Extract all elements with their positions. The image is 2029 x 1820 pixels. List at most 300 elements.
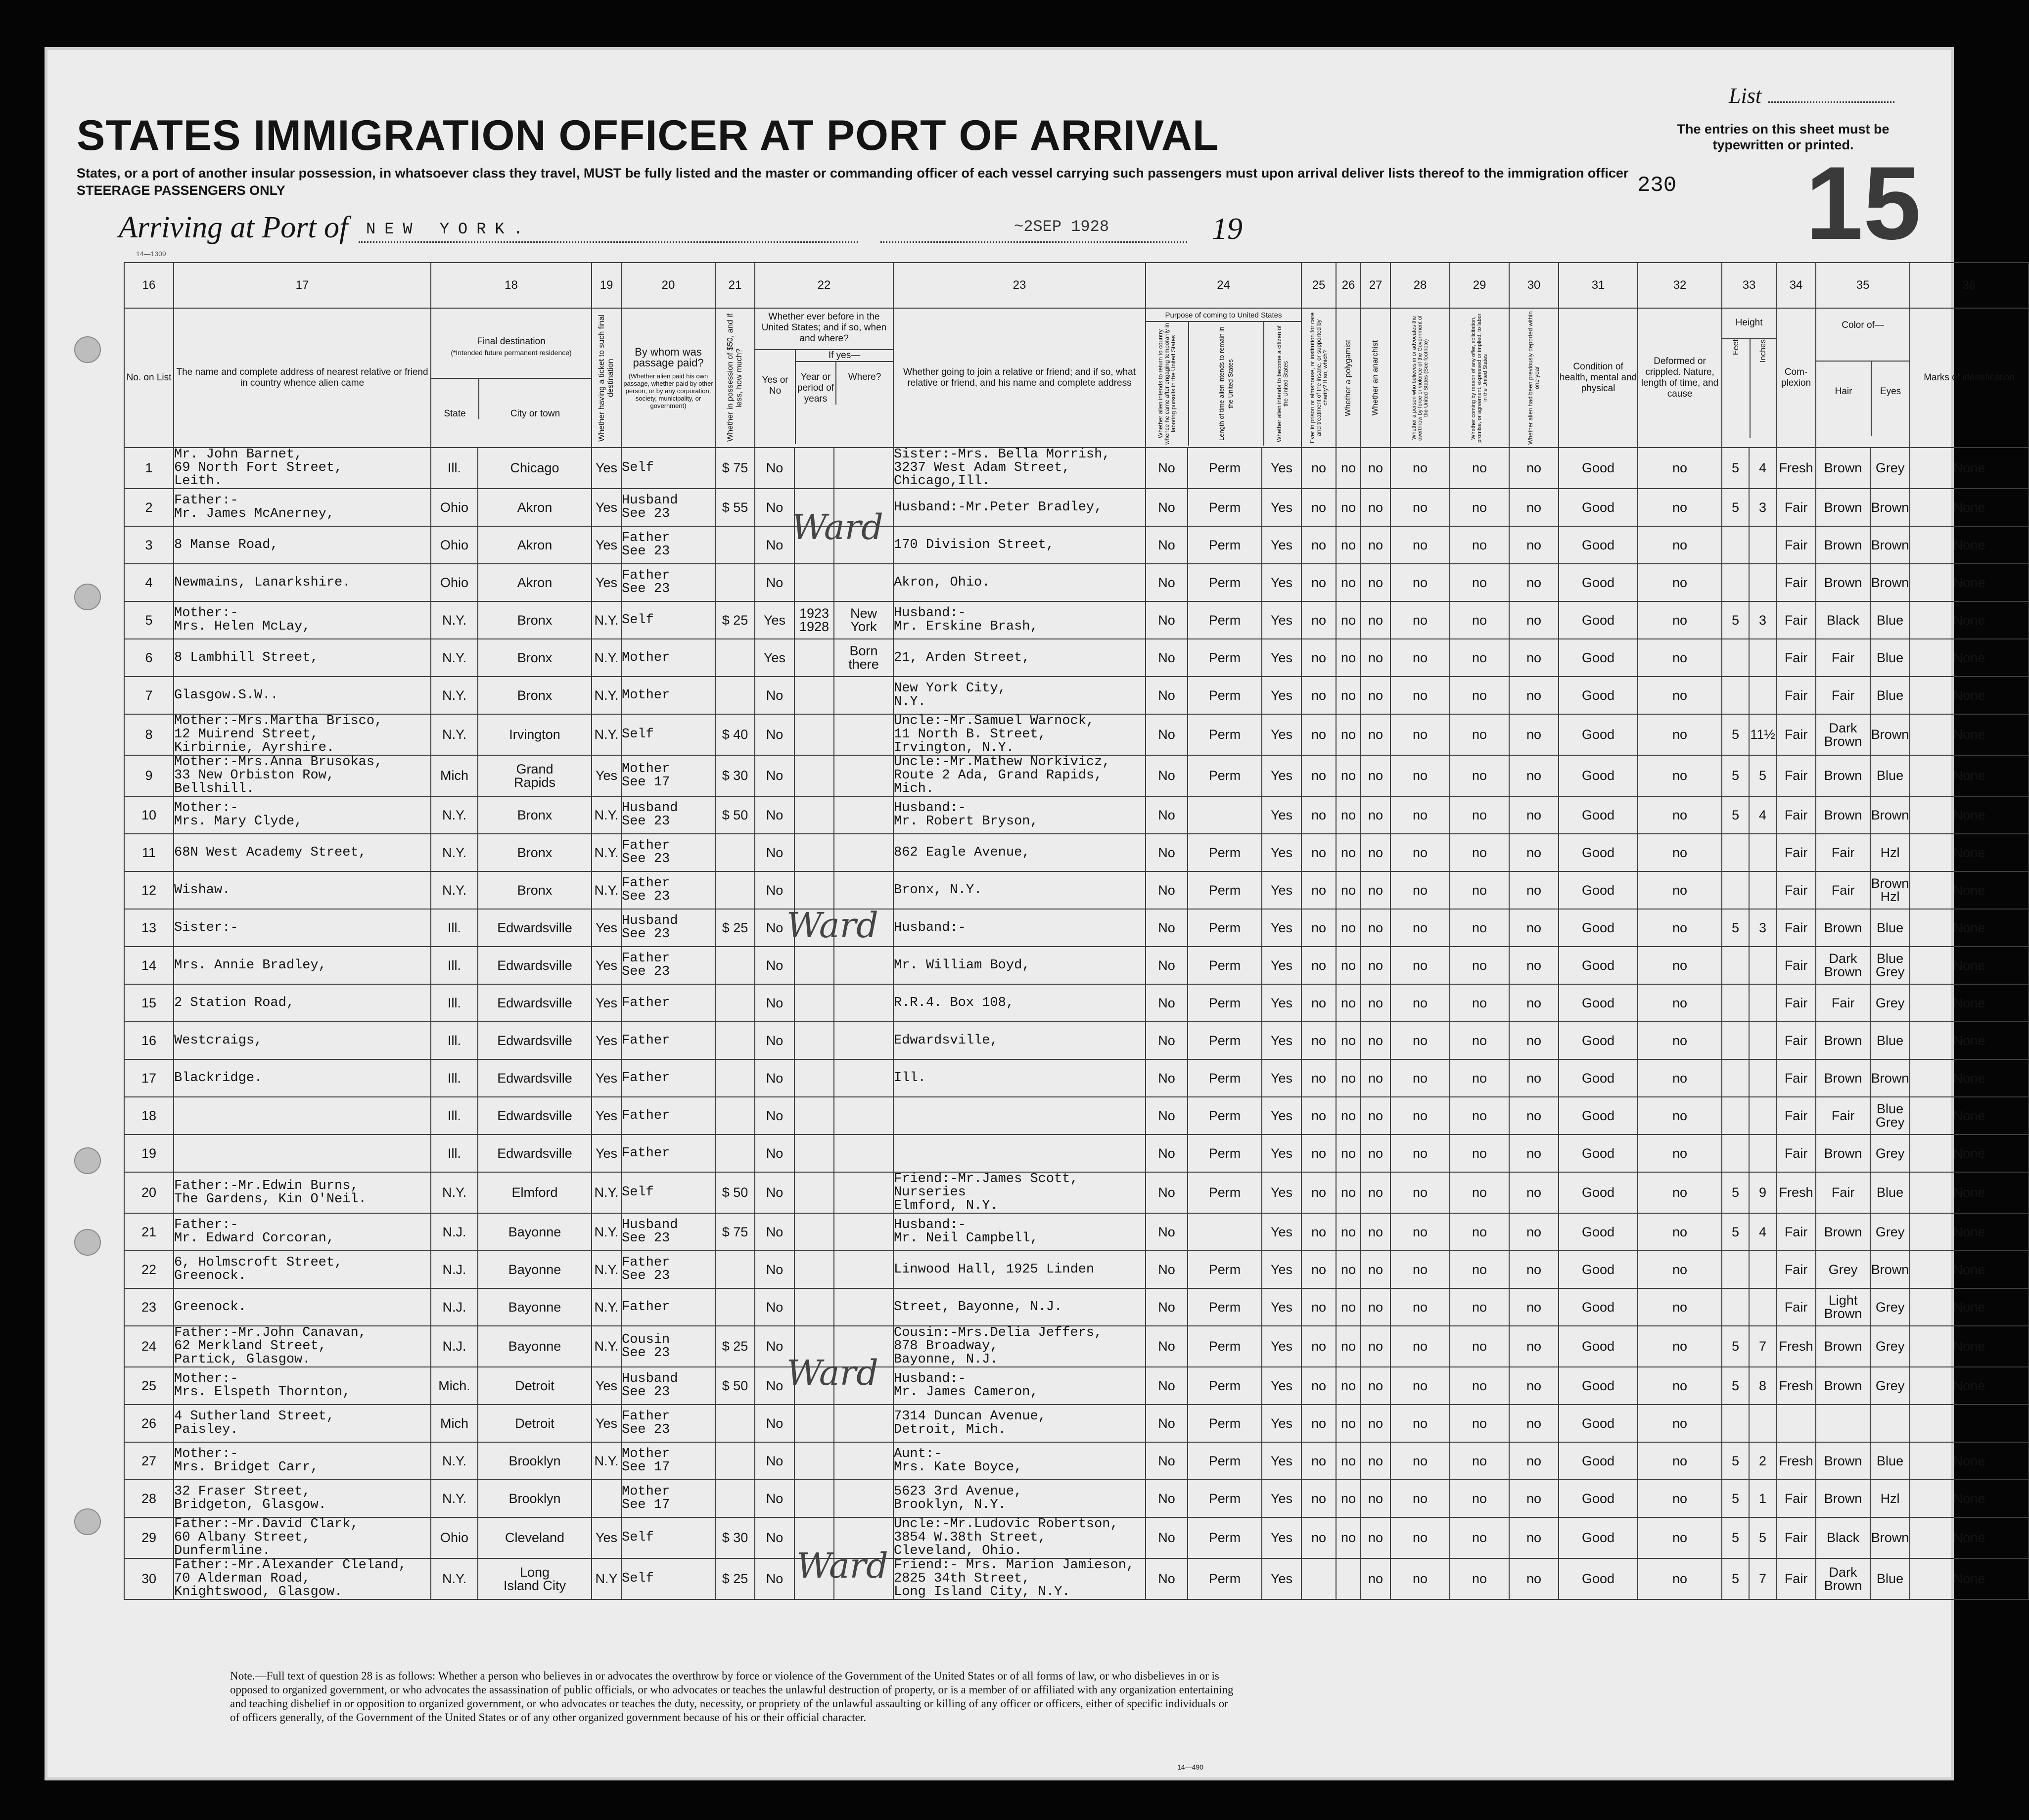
cell-ticket: Yes <box>592 1097 621 1135</box>
cell-ticket <box>592 1480 621 1517</box>
cell-eyes: Brown <box>1870 1059 1910 1097</box>
cell-eyes: Blue Grey <box>1870 947 1910 984</box>
cell-len: Perm <box>1188 1097 1262 1135</box>
cell-c27: no <box>1361 448 1390 489</box>
cell-money <box>715 947 755 984</box>
cell-c25: no <box>1301 871 1336 909</box>
cell-comp: Fair <box>1776 714 1816 755</box>
cell-c30: no <box>1509 947 1559 984</box>
cell-money <box>715 1442 755 1480</box>
cell-marks: None <box>1910 448 2029 489</box>
cell-len: Perm <box>1188 1517 1262 1558</box>
cell-deform: no <box>1638 1326 1722 1367</box>
cell-health: Good <box>1559 1326 1638 1367</box>
cell-ft <box>1722 1251 1749 1288</box>
cell-cit: Yes <box>1262 639 1301 677</box>
instruction-text: States, or a port of another insular possession, in whatsoever class they travel, MUST be fully listed and the master or commanding officer of each vessel carrying such passengers must upon arrival deliver lists thereof to the immigration officer <box>77 166 1629 181</box>
cell-ticket: Yes <box>592 448 621 489</box>
cell-eyes: Blue <box>1870 1442 1910 1480</box>
cell-c29: no <box>1450 1213 1509 1251</box>
cell-c28: no <box>1390 601 1450 639</box>
colnum: 35 <box>1816 263 1910 308</box>
colnum: 20 <box>621 263 715 308</box>
cell-yr <box>794 834 834 871</box>
cell-c29: no <box>1450 714 1509 755</box>
cell-ret: No <box>1146 1288 1188 1326</box>
cell-c28: no <box>1390 984 1450 1022</box>
cell-ret: No <box>1146 448 1188 489</box>
cell-state: Ohio <box>431 489 478 526</box>
cell-c25: no <box>1301 1367 1336 1405</box>
cell-eyes: Blue <box>1870 639 1910 677</box>
cell-ft <box>1722 564 1749 601</box>
cell-eyes: Brown <box>1870 796 1910 834</box>
cell-health: Good <box>1559 1367 1638 1405</box>
cell-health: Good <box>1559 714 1638 755</box>
cell-len: Perm <box>1188 448 1262 489</box>
cell-c27: no <box>1361 947 1390 984</box>
cell-city: Long Island City <box>478 1558 592 1599</box>
cell-ret: No <box>1146 1405 1188 1442</box>
eyes-label: Eyes <box>1880 386 1901 397</box>
cell-c27: no <box>1361 1517 1390 1558</box>
cell-no: 15 <box>124 984 174 1022</box>
cell-rel: Greenock. <box>174 1288 431 1326</box>
cell-in: 5 <box>1749 755 1776 796</box>
cell-no: 1 <box>124 448 174 489</box>
cell-rel: Mrs. Annie Bradley, <box>174 947 431 984</box>
cell-c28: no <box>1390 796 1450 834</box>
cell-health: Good <box>1559 947 1638 984</box>
cell-ft: 5 <box>1722 489 1749 526</box>
cell-hair: Fair <box>1816 1172 1870 1213</box>
colnum: 24 <box>1146 263 1301 308</box>
cell-c26: no <box>1336 1059 1361 1097</box>
cell-ticket: N.Y. <box>592 639 621 677</box>
cell-ticket: N.Y. <box>592 796 621 834</box>
cell-deform: no <box>1638 1517 1722 1558</box>
cell-yr <box>794 677 834 714</box>
cell-comp: Fair <box>1776 1213 1816 1251</box>
cell-comp: Fair <box>1776 871 1816 909</box>
cell-in: 2 <box>1749 1442 1776 1480</box>
cell-join: New York City, N.Y. <box>893 677 1146 714</box>
overthrow-label: Whether a person who believes in or advocates the overthrow by force or violence of the Government of the United States (See footnote) <box>1411 315 1430 441</box>
cell-c28: no <box>1390 1405 1450 1442</box>
cell-c26: no <box>1336 526 1361 564</box>
cell-len: Perm <box>1188 489 1262 526</box>
header-overthrow <box>1390 308 1450 448</box>
cell-eyes: Brown <box>1870 1251 1910 1288</box>
cell-c25: no <box>1301 1022 1336 1059</box>
cell-c30: no <box>1509 871 1559 909</box>
cell-no: 6 <box>124 639 174 677</box>
cell-ticket: N.Y. <box>592 1172 621 1213</box>
cell-yr <box>794 1251 834 1288</box>
cell-rel: Mother:- Mrs. Elspeth Thornton, <box>174 1367 431 1405</box>
table-row <box>124 639 2029 677</box>
header-no-on-list: No. on List <box>124 308 174 448</box>
cell-deform: no <box>1638 796 1722 834</box>
table-row <box>124 677 2029 714</box>
cell-paid: Father See 23 <box>621 871 715 909</box>
cell-c30: no <box>1509 1097 1559 1135</box>
cell-deform: no <box>1638 1367 1722 1405</box>
cell-c25: no <box>1301 1251 1336 1288</box>
cell-yr <box>794 984 834 1022</box>
cell-health: Good <box>1559 796 1638 834</box>
cell-before: No <box>755 1326 794 1367</box>
cell-c27: no <box>1361 1288 1390 1326</box>
cell-c30: no <box>1509 834 1559 871</box>
cell-in: 1 <box>1749 1480 1776 1517</box>
cell-c28: no <box>1390 714 1450 755</box>
header-contract <box>1450 308 1509 448</box>
cell-comp: Fair <box>1776 601 1816 639</box>
cell-c25: no <box>1301 564 1336 601</box>
cell-hair: Brown <box>1816 796 1870 834</box>
cell-ret: No <box>1146 1326 1188 1367</box>
cell-c30: no <box>1509 755 1559 796</box>
cell-c26: no <box>1336 984 1361 1022</box>
cell-rel: Father:- Mr. James McAnerney, <box>174 489 431 526</box>
cell-ft <box>1722 947 1749 984</box>
cell-c25: no <box>1301 984 1336 1022</box>
table-row <box>124 489 2029 526</box>
cell-c27: no <box>1361 1097 1390 1135</box>
cell-before: No <box>755 909 794 947</box>
cell-no: 30 <box>124 1558 174 1599</box>
cell-c29: no <box>1450 1558 1509 1599</box>
cell-rel: Father:-Mr.John Canavan, 62 Merkland Street, Partick, Glasgow. <box>174 1326 431 1367</box>
cell-state: N.Y. <box>431 796 478 834</box>
cell-c26: no <box>1336 1326 1361 1367</box>
cell-marks: None <box>1910 984 2029 1022</box>
cell-deform: no <box>1638 1251 1722 1288</box>
cell-no: 21 <box>124 1213 174 1251</box>
cell-no: 14 <box>124 947 174 984</box>
cell-before: No <box>755 1442 794 1480</box>
cell-c25: no <box>1301 1097 1336 1135</box>
cell-health: Good <box>1559 1558 1638 1599</box>
cell-ticket: Yes <box>592 947 621 984</box>
cell-ft <box>1722 526 1749 564</box>
cell-ft <box>1722 871 1749 909</box>
cell-c30: no <box>1509 601 1559 639</box>
cell-c27: no <box>1361 489 1390 526</box>
cell-join: Akron, Ohio. <box>893 564 1146 601</box>
purpose-label: Purpose of coming to United States <box>1146 310 1301 322</box>
cell-deform: no <box>1638 1442 1722 1480</box>
cell-c25: no <box>1301 601 1336 639</box>
table-row <box>124 1097 2029 1135</box>
cell-cit: Yes <box>1262 601 1301 639</box>
cell-rel: Father:-Mr.David Clark, 60 Albany Street, Dunfermline. <box>174 1517 431 1558</box>
cell-where <box>834 1213 893 1251</box>
cell-before: No <box>755 1135 794 1172</box>
cell-ft: 5 <box>1722 1367 1749 1405</box>
cell-ticket: N.Y. <box>592 834 621 871</box>
cell-paid: Father <box>621 1097 715 1135</box>
cell-deform: no <box>1638 1059 1722 1097</box>
cell-c28: no <box>1390 1022 1450 1059</box>
cell-ret: No <box>1146 1172 1188 1213</box>
cell-money <box>715 1480 755 1517</box>
colnum: 29 <box>1450 263 1509 308</box>
cell-cit: Yes <box>1262 489 1301 526</box>
cell-join: 862 Eagle Avenue, <box>893 834 1146 871</box>
cell-state: N.Y. <box>431 601 478 639</box>
cell-ret: No <box>1146 796 1188 834</box>
cell-c27: no <box>1361 1135 1390 1172</box>
cell-comp: Fair <box>1776 1558 1816 1599</box>
cell-eyes: Brown <box>1870 714 1910 755</box>
cell-ret: No <box>1146 601 1188 639</box>
cell-no: 7 <box>124 677 174 714</box>
cell-city: Edwardsville <box>478 947 592 984</box>
cell-yr <box>794 755 834 796</box>
cell-no: 29 <box>124 1517 174 1558</box>
cell-city: Bronx <box>478 834 592 871</box>
cell-comp: Fresh <box>1776 1326 1816 1367</box>
punch-hole <box>74 584 101 610</box>
cell-c26: no <box>1336 909 1361 947</box>
purpose-citizen-label: Whether alien intends to become a citizen of the United States <box>1276 325 1290 443</box>
cell-c28: no <box>1390 1480 1450 1517</box>
column-number-row <box>124 263 2029 308</box>
cell-rel: Sister:- <box>174 909 431 947</box>
cell-c25: no <box>1301 1405 1336 1442</box>
cell-health: Good <box>1559 1022 1638 1059</box>
cell-before: No <box>755 871 794 909</box>
cell-c26: no <box>1336 1213 1361 1251</box>
cell-len: Perm <box>1188 1022 1262 1059</box>
cell-paid: Father <box>621 1288 715 1326</box>
cell-city: Edwardsville <box>478 1097 592 1135</box>
cell-paid: Father See 23 <box>621 947 715 984</box>
cell-paid: Self <box>621 714 715 755</box>
cell-in <box>1749 639 1776 677</box>
cell-eyes <box>1870 1405 1910 1442</box>
cell-yr <box>794 1480 834 1517</box>
cell-rel: Mother:-Mrs.Martha Brisco, 12 Muirend Street, Kirbirnie, Ayrshire. <box>174 714 431 755</box>
table-row <box>124 796 2029 834</box>
cell-no: 9 <box>124 755 174 796</box>
cell-in: 5 <box>1749 1517 1776 1558</box>
cell-c28: no <box>1390 1442 1450 1480</box>
cell-comp: Fair <box>1776 489 1816 526</box>
cell-no: 22 <box>124 1251 174 1288</box>
cell-len: Perm <box>1188 1326 1262 1367</box>
cell-city: Bronx <box>478 796 592 834</box>
cell-c29: no <box>1450 448 1509 489</box>
cell-state: Ill. <box>431 1135 478 1172</box>
cell-city: Brooklyn <box>478 1480 592 1517</box>
cell-health: Good <box>1559 1517 1638 1558</box>
cell-in <box>1749 1097 1776 1135</box>
cell-c28: no <box>1390 1213 1450 1251</box>
cell-c29: no <box>1450 639 1509 677</box>
cell-city: Bayonne <box>478 1326 592 1367</box>
cell-hair: Black <box>1816 601 1870 639</box>
handwritten-ward: Ward <box>791 507 883 547</box>
cell-c28: no <box>1390 564 1450 601</box>
cell-ticket: N.Y <box>592 1558 621 1599</box>
cell-money <box>715 639 755 677</box>
cell-c25: no <box>1301 1288 1336 1326</box>
table-row <box>124 714 2029 755</box>
cell-c25: no <box>1301 1213 1336 1251</box>
cell-hair: Fair <box>1816 834 1870 871</box>
cell-ticket: Yes <box>592 755 621 796</box>
cell-health: Good <box>1559 1213 1638 1251</box>
cell-rel: Father:- Mr. Edward Corcoran, <box>174 1213 431 1251</box>
cell-c27: no <box>1361 1251 1390 1288</box>
port-line <box>359 241 858 243</box>
cell-join: Uncle:-Mr.Ludovic Robertson, 3854 W.38th Street, Cleveland, Ohio. <box>893 1517 1146 1558</box>
cell-c29: no <box>1450 1480 1509 1517</box>
cell-health: Good <box>1559 526 1638 564</box>
cell-ret: No <box>1146 1251 1188 1288</box>
cell-c28: no <box>1390 1097 1450 1135</box>
cell-join: 21, Arden Street, <box>893 639 1146 677</box>
cell-money <box>715 984 755 1022</box>
cell-paid: Father See 23 <box>621 564 715 601</box>
cell-state: N.J. <box>431 1288 478 1326</box>
table-row <box>124 1480 2029 1517</box>
cell-money <box>715 871 755 909</box>
cell-where: New York <box>834 601 893 639</box>
cell-c25: no <box>1301 714 1336 755</box>
cell-eyes: Hzl <box>1870 1480 1910 1517</box>
cell-c25: no <box>1301 755 1336 796</box>
cell-comp: Fair <box>1776 1288 1816 1326</box>
cell-money: $ 50 <box>715 796 755 834</box>
cell-rel: Mother:- Mrs. Mary Clyde, <box>174 796 431 834</box>
cell-health: Good <box>1559 1172 1638 1213</box>
cell-rel: Father:-Mr.Alexander Cleland, 70 Alderman Road, Knightswood, Glasgow. <box>174 1558 431 1599</box>
cell-comp: Fair <box>1776 677 1816 714</box>
cell-cit: Yes <box>1262 1172 1301 1213</box>
cell-money: $ 75 <box>715 448 755 489</box>
cell-ret: No <box>1146 755 1188 796</box>
cell-eyes: Blue Grey <box>1870 1097 1910 1135</box>
cell-paid: Husband See 23 <box>621 796 715 834</box>
height-label: Height <box>1735 318 1763 328</box>
cell-before: No <box>755 834 794 871</box>
cell-state: N.Y. <box>431 1442 478 1480</box>
punch-hole <box>74 1508 101 1535</box>
cell-city: Detroit <box>478 1405 592 1442</box>
cell-deform: no <box>1638 1480 1722 1517</box>
cell-eyes: Blue <box>1870 1558 1910 1599</box>
cell-in: 4 <box>1749 1213 1776 1251</box>
cell-paid: Self <box>621 1172 715 1213</box>
contract-label: Whether coming by reason of any offer, solicitation, promise, or agreement, expressed or implied, to labor in the United States <box>1471 313 1489 443</box>
cell-deform: no <box>1638 601 1722 639</box>
cell-eyes: Grey <box>1870 984 1910 1022</box>
steerage-label: STEERAGE PASSENGERS ONLY <box>77 183 285 198</box>
cell-health: Good <box>1559 489 1638 526</box>
cell-city: Edwardsville <box>478 1022 592 1059</box>
cell-ft: 5 <box>1722 1326 1749 1367</box>
cell-ft: 5 <box>1722 1213 1749 1251</box>
cell-ticket: Yes <box>592 1135 621 1172</box>
date-line <box>880 241 1187 243</box>
cell-c29: no <box>1450 1367 1509 1405</box>
cell-paid: Mother <box>621 639 715 677</box>
cell-join: Husband:- Mr. Robert Bryson, <box>893 796 1146 834</box>
cell-len: Perm <box>1188 1135 1262 1172</box>
cell-hair: Dark Brown <box>1816 1558 1870 1599</box>
cell-no: 20 <box>124 1172 174 1213</box>
cell-rel: 4 Sutherland Street, Paisley. <box>174 1405 431 1442</box>
table-row <box>124 1288 2029 1326</box>
cell-c25: no <box>1301 639 1336 677</box>
table-row <box>124 601 2029 639</box>
cell-where <box>834 796 893 834</box>
cell-len: Perm <box>1188 1480 1262 1517</box>
cell-c30: no <box>1509 1558 1559 1599</box>
cell-in <box>1749 871 1776 909</box>
cell-c28: no <box>1390 526 1450 564</box>
cell-state: Ill. <box>431 1059 478 1097</box>
cell-before: No <box>755 1251 794 1288</box>
form-number: 14—1309 <box>136 250 166 258</box>
cell-deform: no <box>1638 639 1722 677</box>
cell-ret: No <box>1146 834 1188 871</box>
cell-before: No <box>755 1517 794 1558</box>
cell-ticket: Yes <box>592 984 621 1022</box>
cell-state: N.Y. <box>431 871 478 909</box>
colnum: 27 <box>1361 263 1390 308</box>
cell-health: Good <box>1559 1251 1638 1288</box>
cell-c29: no <box>1450 1059 1509 1097</box>
cell-in <box>1749 984 1776 1022</box>
cell-join: Sister:-Mrs. Bella Morrish, 3237 West Adam Street, Chicago,Ill. <box>893 448 1146 489</box>
cell-ret: No <box>1146 489 1188 526</box>
cell-state: N.J. <box>431 1251 478 1288</box>
cell-deform: no <box>1638 1558 1722 1599</box>
cell-comp: Fair <box>1776 755 1816 796</box>
header-deformed: Deformed or crippled. Nature, length of time, and cause <box>1638 308 1722 448</box>
cell-before: No <box>755 714 794 755</box>
cell-no: 3 <box>124 526 174 564</box>
cell-c27: no <box>1361 1213 1390 1251</box>
cell-ft: 5 <box>1722 448 1749 489</box>
cell-len: Perm <box>1188 1442 1262 1480</box>
cell-no: 5 <box>124 601 174 639</box>
cell-c30: no <box>1509 448 1559 489</box>
header-complexion: Com-plexion <box>1776 308 1816 448</box>
cell-city: Bronx <box>478 871 592 909</box>
cell-city: Bronx <box>478 677 592 714</box>
cell-yr <box>794 564 834 601</box>
cell-join: Cousin:-Mrs.Delia Jeffers, 878 Broadway, Bayonne, N.J. <box>893 1326 1146 1367</box>
cell-c26: no <box>1336 489 1361 526</box>
cell-health: Good <box>1559 601 1638 639</box>
cell-before: Yes <box>755 601 794 639</box>
header-marks: Marks of identification <box>1910 308 2029 448</box>
cell-c29: no <box>1450 796 1509 834</box>
cell-state: Ill. <box>431 448 478 489</box>
cell-city: Brooklyn <box>478 1442 592 1480</box>
cell-comp: Fair <box>1776 834 1816 871</box>
cell-state: Ill. <box>431 1097 478 1135</box>
cell-ret: No <box>1146 1480 1188 1517</box>
cell-ret: No <box>1146 1135 1188 1172</box>
cell-c27: no <box>1361 1480 1390 1517</box>
